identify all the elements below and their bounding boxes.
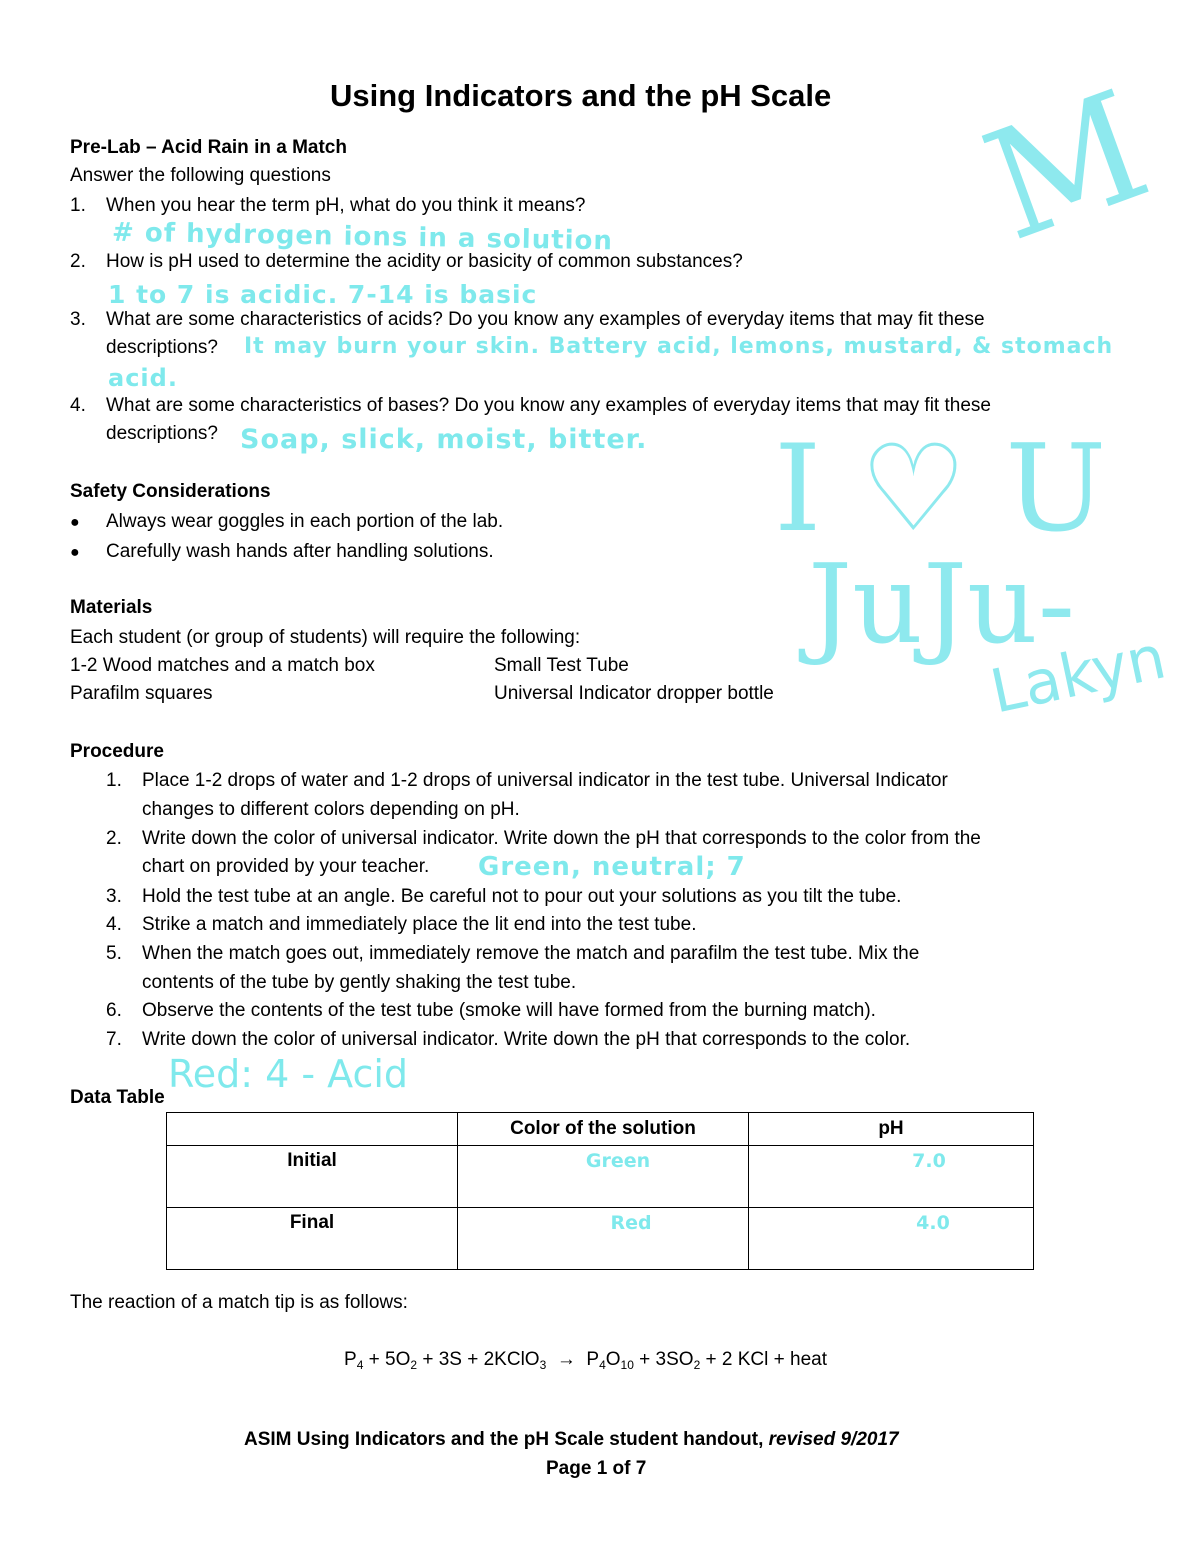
footer-revised: revised 9/2017 <box>768 1429 899 1450</box>
step-text: Strike a match and immediately place the lit end into the test tube. <box>142 914 697 935</box>
question-number: 1. <box>70 195 86 216</box>
data-table-heading: Data Table <box>70 1087 165 1108</box>
procedure-step-1-line2: changes to different colors depending on pH. <box>142 799 520 820</box>
materials-heading: Materials <box>70 597 153 618</box>
safety-item-text: Carefully wash hands after handling solutions. <box>106 541 494 562</box>
footer-text: ASIM Using Indicators and the pH Scale student handout, <box>244 1429 764 1450</box>
ph-cell[interactable] <box>749 1146 1034 1208</box>
step-text: Hold the test tube at an angle. Be careful not to pour out your solutions as you tilt the tube. <box>142 886 902 907</box>
procedure-step-2-line2: chart on provided by your teacher. <box>142 856 430 877</box>
procedure-step-2 <box>106 825 981 853</box>
handwritten-ph: 7.0 <box>912 1150 946 1172</box>
material-item: 1-2 Wood matches and a match box <box>70 655 375 676</box>
step-number: 7. <box>106 1029 122 1050</box>
safety-item-text: Always wear goggles in each portion of the lab. <box>106 511 504 532</box>
question-text: When you hear the term pH, what do you think it means? <box>106 195 586 216</box>
row-label: Final <box>167 1208 458 1270</box>
question-number: 2. <box>70 251 86 272</box>
handwritten-color: Red <box>610 1212 652 1234</box>
procedure-step-5 <box>106 940 919 968</box>
scribble-love: I ♡ U <box>774 420 1107 559</box>
material-item: Universal Indicator dropper bottle <box>494 683 774 704</box>
data-table <box>166 1112 1034 1270</box>
table-row <box>167 1146 1034 1208</box>
handwritten-answer-1: # of hydrogen ions in a solution <box>111 217 614 257</box>
procedure-step-5-line2: contents of the tube by gently shaking the test tube. <box>142 972 577 993</box>
color-cell[interactable] <box>458 1208 749 1270</box>
handwritten-answer-2: 1 to 7 is acidic. 7-14 is basic <box>108 280 538 309</box>
step-text: When the match goes out, immediately remove the match and parafilm the test tube. Mix the <box>142 943 920 964</box>
handwritten-color: Green <box>585 1150 651 1172</box>
reaction-intro: The reaction of a match tip is as follows: <box>70 1292 408 1313</box>
step-text: Write down the color of universal indicator. Write down the pH that corresponds to the color from the <box>142 828 981 849</box>
safety-item <box>70 538 494 567</box>
procedure-step-4 <box>106 911 696 939</box>
question-number: 4. <box>70 395 86 416</box>
bullet-icon: ● <box>70 544 80 561</box>
handwritten-ph: 4.0 <box>916 1212 950 1234</box>
procedure-heading: Procedure <box>70 741 164 762</box>
row-label: Initial <box>167 1146 458 1208</box>
step-number: 5. <box>106 943 122 964</box>
table-header-cell <box>167 1113 458 1146</box>
footer-line <box>244 1426 899 1454</box>
safety-heading: Safety Considerations <box>70 481 271 502</box>
page-number: Page 1 of 7 <box>546 1458 647 1479</box>
question-number: 3. <box>70 309 86 330</box>
procedure-step-3 <box>106 883 901 911</box>
page-title: Using Indicators and the pH Scale <box>330 78 832 113</box>
step-number: 2. <box>106 828 122 849</box>
question-2 <box>70 248 743 276</box>
step-number: 1. <box>106 770 122 791</box>
procedure-step-1 <box>106 767 948 795</box>
step-number: 3. <box>106 886 122 907</box>
procedure-step-6 <box>106 997 876 1025</box>
question-4-line2: descriptions? <box>106 423 218 444</box>
bullet-icon: ● <box>70 514 80 531</box>
handwritten-step7-answer: Red: 4 - Acid <box>168 1052 409 1096</box>
materials-intro: Each student (or group of students) will require the following: <box>70 627 581 648</box>
question-text: What are some characteristics of bases? Do you know any examples of everyday items that may fit these <box>106 395 991 416</box>
safety-item <box>70 508 503 537</box>
step-number: 6. <box>106 1000 122 1021</box>
step-text: Write down the color of universal indicator. Write down the pH that corresponds to the color. <box>142 1029 911 1050</box>
table-header-cell: pH <box>749 1113 1034 1146</box>
prelab-intro: Answer the following questions <box>70 165 331 186</box>
material-item: Parafilm squares <box>70 683 213 704</box>
question-3 <box>70 306 985 334</box>
procedure-step-7 <box>106 1026 910 1054</box>
question-4 <box>70 392 991 420</box>
handwritten-step2-answer: Green, neutral; 7 <box>478 852 746 882</box>
scribble-initials: M <box>964 58 1169 276</box>
ph-cell[interactable] <box>749 1208 1034 1270</box>
material-item: Small Test Tube <box>494 655 629 676</box>
color-cell[interactable] <box>458 1146 749 1208</box>
question-text: What are some characteristics of acids? Do you know any examples of everyday items that may fit these <box>106 309 985 330</box>
handwritten-answer-3: It may burn your skin. Battery acid, lemons, mustard, & stomach <box>244 334 1114 359</box>
table-row <box>167 1208 1034 1270</box>
table-header-row <box>167 1113 1034 1146</box>
table-header-cell: Color of the solution <box>458 1113 749 1146</box>
handwritten-answer-3-cont: acid. <box>108 364 178 392</box>
scribble-name: JuJu- <box>808 540 1076 668</box>
step-number: 4. <box>106 914 122 935</box>
step-text: Observe the contents of the test tube (smoke will have formed from the burning match). <box>142 1000 876 1021</box>
question-text: How is pH used to determine the acidity or basicity of common substances? <box>106 251 743 272</box>
step-text: Place 1-2 drops of water and 1-2 drops of universal indicator in the test tube. Universal Indicator <box>142 770 948 791</box>
scribble-sign: Lakyn <box>984 622 1172 728</box>
reaction-equation: $P_4 + 5O_2 + 3S$ + 2KClO$_3$ → $P_4O_{10} + 3SO_2 + 2$ KCl + heat <box>344 1349 827 1372</box>
handwritten-answer-4: Soap, slick, moist, bitter. <box>240 424 648 455</box>
question-3-line2: descriptions? <box>106 337 218 358</box>
question-1 <box>70 192 585 220</box>
prelab-heading: Pre-Lab – Acid Rain in a Match <box>70 137 347 158</box>
